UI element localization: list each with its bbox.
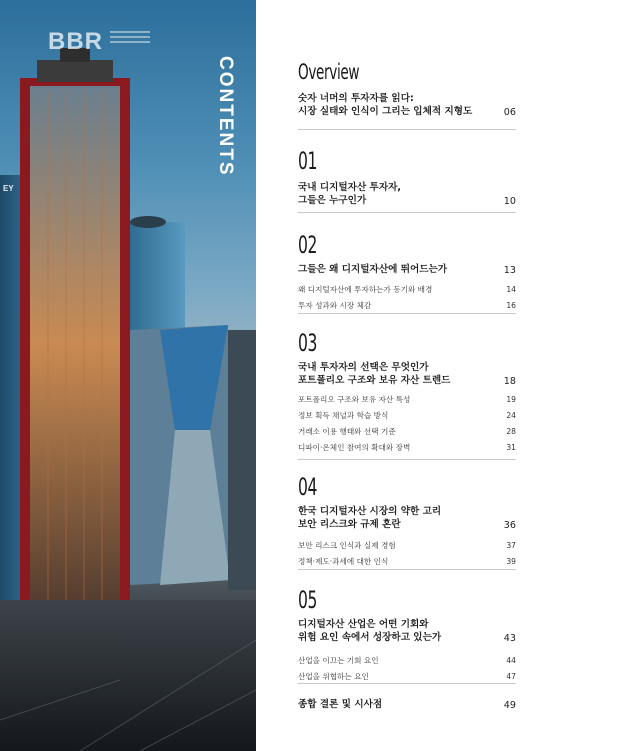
toc-subentry[interactable] [298,423,516,439]
city-ground [0,600,256,751]
overview-heading: Overview [298,60,360,84]
toc-entry-overview[interactable] [298,92,516,118]
subentry-title: 디파이·온체인 참여의 확대와 장벽 [298,442,411,452]
subentry-title: 산업을 이끄는 기회 요인 [298,655,379,665]
divider [298,129,516,130]
section-number: 04 [298,473,318,501]
subentry-page: 31 [506,442,516,452]
entry-title: 그들은 왜 디지털자산에 뛰어드는가 [298,264,448,275]
toc-entry-conclusion[interactable] [298,698,516,711]
toc-section-02 [298,231,516,313]
section-number: 05 [298,586,318,614]
subentry-page: 44 [506,655,516,665]
subentry-title: 거래소 이용 행태와 선택 기준 [298,426,396,436]
entry-title: 디지털자산 산업은 어떤 기회와 위험 요인 속에서 성장하고 있는가 [298,619,442,643]
subentry-page: 37 [506,540,516,550]
section-number: 01 [298,147,318,175]
toc-overview [298,60,516,118]
background-tower [228,330,256,590]
subentry-title: 포트폴리오 구조와 보유 자산 특성 [298,394,411,404]
toc-entry[interactable] [298,263,516,276]
toc-subentry[interactable] [298,537,516,553]
entry-page: 06 [503,107,516,118]
subentry-page: 39 [506,556,516,566]
entry-page: 13 [503,265,516,276]
toc-subentry[interactable] [298,281,516,297]
tower-crown [130,216,166,228]
entry-title: 종합 결론 및 시사점 [298,699,383,710]
toc-subentry[interactable] [298,391,516,407]
entry-page: 49 [503,700,516,711]
subentry-page: 24 [506,410,516,420]
bbr-logo: BBR [48,28,103,55]
toc-entry[interactable] [298,618,516,644]
divider [298,459,516,460]
toc-subentry[interactable] [298,553,516,569]
toc-section-05 [298,586,516,684]
toc-subentry[interactable] [298,652,516,668]
subentry-page: 47 [506,671,516,681]
subentry-title: 왜 디지털자산에 투자하는가 동기와 배경 [298,284,433,294]
subentry-title: 정책·제도·과세에 대한 인식 [298,556,389,566]
section-number: 02 [298,231,318,259]
toc-section-04 [298,473,516,569]
entry-title: 국내 투자자의 선택은 무엇인가 포트폴리오 구조와 보유 자산 트렌드 [298,362,451,386]
toc-entry[interactable] [298,181,516,207]
svg-text:EY: EY [3,184,14,193]
entry-page: 18 [503,376,516,387]
toc-conclusion [298,698,516,711]
subentry-page: 28 [506,426,516,436]
subentry-page: 19 [506,394,516,404]
toc-subentry[interactable] [298,297,516,313]
divider [298,569,516,570]
entry-page: 10 [503,196,516,207]
toc-entry[interactable] [298,361,516,387]
contents-label: CONTENTS [215,56,236,177]
entry-page: 36 [503,520,516,531]
logo-tagline [110,31,150,47]
divider [298,313,516,314]
subentry-title: 투자 성과와 시장 체감 [298,300,372,310]
divider [298,683,516,684]
subentry-title: 보안 리스크 인식과 실제 경험 [298,540,396,550]
cover-photo [0,0,256,751]
section-number: 03 [298,329,318,357]
subentry-page: 16 [506,300,516,310]
entry-title: 한국 디지털자산 시장의 약한 고리 보안 리스크와 규제 혼란 [298,506,442,530]
divider [298,212,516,213]
subentry-title: 산업을 위협하는 요인 [298,671,369,681]
entry-page: 43 [503,633,516,644]
toc-section-01 [298,147,516,207]
toc-subentry[interactable] [298,668,516,684]
toc-section-03 [298,329,516,455]
subentry-title: 정보 획득 채널과 학습 방식 [298,410,389,420]
entry-title: 숫자 너머의 투자자를 읽다: 시장 실태와 인식이 그리는 입체적 지형도 [298,93,473,117]
entry-title: 국내 디지털자산 투자자, 그들은 누구인가 [298,182,401,206]
toc-entry[interactable] [298,505,516,531]
subentry-page: 14 [506,284,516,294]
toc-subentry[interactable] [298,439,516,455]
toc-subentry[interactable] [298,407,516,423]
